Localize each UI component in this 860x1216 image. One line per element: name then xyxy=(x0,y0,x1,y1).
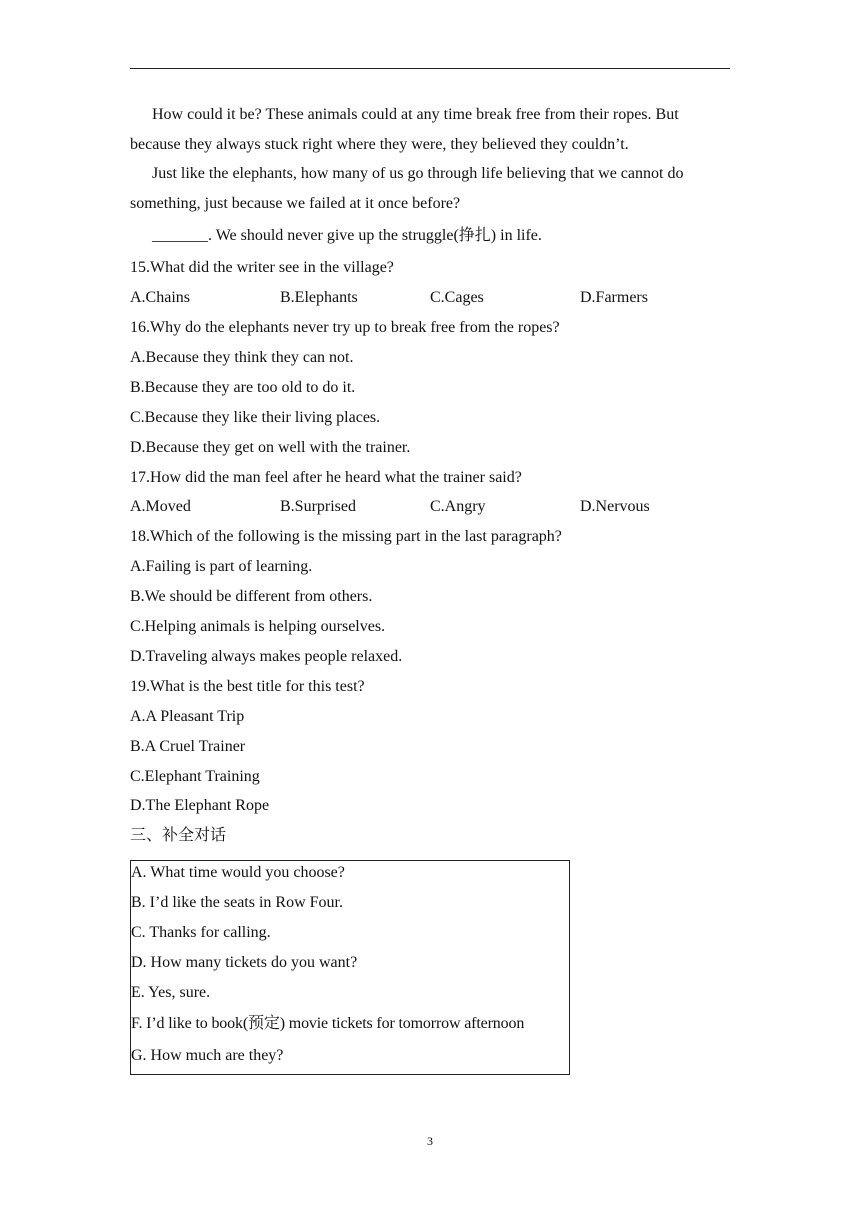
dialogue-option: A. What time would you choose? xyxy=(131,864,345,881)
answer-option: B.Because they are too old to do it. xyxy=(130,379,356,396)
answer-option: A.A Pleasant Trip xyxy=(130,708,245,725)
dialogue-option: F. I’d like to book(预定) movie tickets for tomorrow afternoon xyxy=(131,1015,525,1032)
answer-option: B.We should be different from others. xyxy=(130,588,373,605)
question-stem: 19.What is the best title for this test? xyxy=(130,678,365,695)
answer-option: D.Because they get on well with the trainer. xyxy=(130,439,411,456)
header-rule xyxy=(130,68,730,69)
passage-paragraph-1: How could it be? These animals could at any time break free from their ropes. But because they always stuck right where they were, they believed they couldn’t. xyxy=(130,106,679,153)
section-heading: 三、补全对话 xyxy=(130,827,227,844)
question-stem: 18.Which of the following is the missing part in the last paragraph? xyxy=(130,528,562,545)
answer-option: A.Moved xyxy=(130,498,191,515)
answer-option: A.Failing is part of learning. xyxy=(130,558,313,575)
answer-option: C.Angry xyxy=(430,498,486,515)
answer-option: B.A Cruel Trainer xyxy=(130,738,246,755)
dialogue-option: G. How much are they? xyxy=(131,1047,284,1064)
dialogue-option: C. Thanks for calling. xyxy=(131,924,271,941)
page-number: 3 xyxy=(427,1134,433,1148)
answer-option: C.Because they like their living places. xyxy=(130,409,381,426)
question-stem: 15.What did the writer see in the village? xyxy=(130,259,394,276)
answer-option: D.Nervous xyxy=(580,498,650,515)
answer-option: D.The Elephant Rope xyxy=(130,797,270,814)
question-stem: 16.Why do the elephants never try up to break free from the ropes? xyxy=(130,319,560,336)
answer-option: D.Traveling always makes people relaxed. xyxy=(130,648,403,665)
answer-option: A.Because they think they can not. xyxy=(130,349,354,366)
passage-paragraph-2: Just like the elephants, how many of us go through life believing that we cannot do something, just because we failed at it once before? xyxy=(130,165,684,212)
question-stem: 17.How did the man feel after he heard what the trainer said? xyxy=(130,469,522,486)
answer-option: C.Helping animals is helping ourselves. xyxy=(130,618,386,635)
answer-option: C.Elephant Training xyxy=(130,768,260,785)
dialogue-option: B. I’d like the seats in Row Four. xyxy=(131,894,343,911)
answer-option: A.Chains xyxy=(130,289,190,306)
answer-option: D.Farmers xyxy=(580,289,648,306)
answer-option: C.Cages xyxy=(430,289,484,306)
answer-option: B.Elephants xyxy=(280,289,358,306)
dialogue-option: E. Yes, sure. xyxy=(131,984,211,1001)
passage-paragraph-3: _______. We should never give up the struggle(挣扎) in life. xyxy=(152,227,542,244)
dialogue-option: D. How many tickets do you want? xyxy=(131,954,358,971)
answer-option: B.Surprised xyxy=(280,498,356,515)
